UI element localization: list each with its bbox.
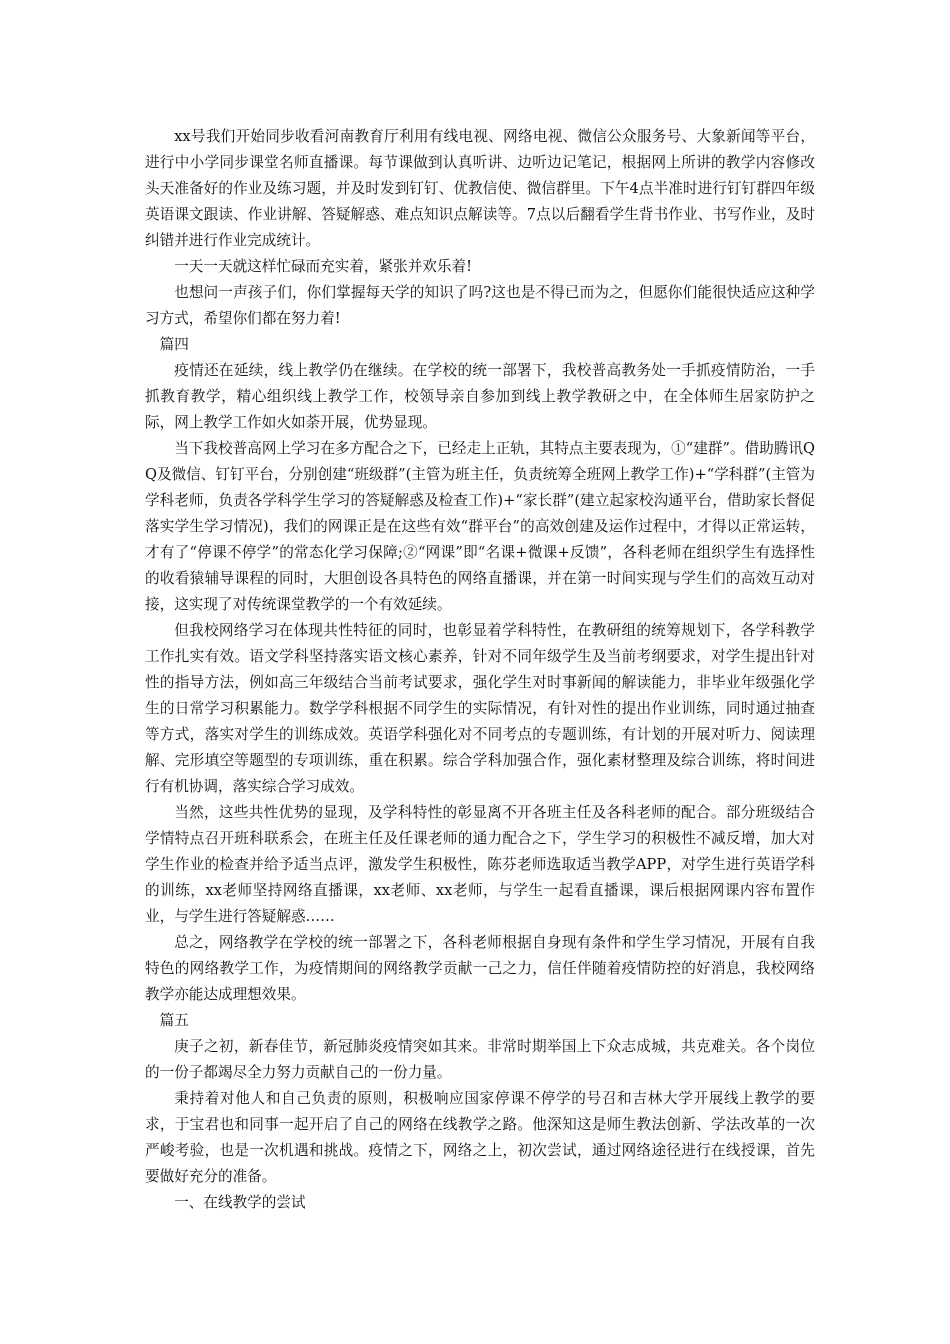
paragraph-9: 总之，网络教学在学校的统一部署之下，各科老师根据自身现有条件和学生学习情况，开展有自我特色的网络教学工作，为疫情期间的网络教学贡献一己之力，信任伴随着疫情防控的好消息，我校网络教学亦能达成理想效果。 — [145, 934, 815, 1003]
paragraph-1: xx号我们开始同步收看河南教育厅利用有线电视、网络电视、微信公众服务号、大象新闻等平台，进行中小学同步课堂名师直播课。每节课做到认真听讲、边听边记笔记，根据网上所讲的教学内容修改头天准备好的作业及练习题，并及时发到钉钉、优教信使、微信群里。下午4点半准时进行钉钉群四年级英语课文跟读、作业讲解、答疑解惑、难点知识点解读等。7点以后翻看学生背书作业、书写作业，及时纠错并进行作业完成统计。 — [145, 128, 815, 249]
section-heading-5: 篇五 — [159, 1012, 189, 1029]
paragraph-5: 疫情还在延续，线上教学仍在继续。在学校的统一部署下，我校普高教务处一手抓疫情防治，一手抓教育教学，精心组织线上教学工作，校领导亲自参加到线上教学教研之中，在全体师生居家防护之际，网上教学工作如火如荼开展，优势显现。 — [145, 362, 815, 431]
document-page — [145, 124, 815, 1216]
paragraph-8: 当然，这些共性优势的显现，及学科特性的彰显离不开各班主任及各科老师的配合。部分班级结合学情特点召开班科联系会，在班主任及任课老师的通力配合之下，学生学习的积极性不减反增，加大对学生作业的检查并给予适当点评，激发学生积极性，陈芬老师选取适当教学APP，对学生进行英语学科的训练，xx老师坚持网络直播课，xx老师、xx老师，与学生一起看直播课，课后根据网课内容布置作业，与学生进行答疑解惑…… — [145, 804, 815, 925]
paragraph-3: 也想问一声孩子们，你们掌握每天学的知识了吗?这也是不得已而为之，但愿你们能很快适应这种学习方式，希望你们都在努力着! — [145, 284, 815, 327]
paragraph-7: 但我校网络学习在体现共性特征的同时，也彰显着学科特性，在教研组的统筹规划下，各学科教学工作扎实有效。语文学科坚持落实语文核心素养，针对不同年级学生及当前考纲要求，对学生提出针对性的指导方法，例如高三年级结合当前考试要求，强化学生对时事新闻的解读能力，非毕业年级强化学生的日常学习积累能力。数学学科根据不同学生的实际情况，有针对性的提出作业训练，同时通过抽查等方式，落实对学生的训练成效。英语学科强化对不同考点的专题训练，有计划的开展对听力、阅读理解、完形填空等题型的专项训练，重在积累。综合学科加强合作，强化素材整理及综合训练，将时间进行有机协调，落实综合学习成效。 — [145, 622, 815, 795]
section-heading-4: 篇四 — [159, 336, 189, 353]
paragraph-2: 一天一天就这样忙碌而充实着，紧张并欢乐着! — [174, 258, 472, 275]
paragraph-11: 庚子之初，新春佳节，新冠肺炎疫情突如其来。非常时期举国上下众志成城，共克难关。各个岗位的一份子都竭尽全力努力贡献自己的一份力量。 — [145, 1038, 815, 1081]
paragraph-13: 一、在线教学的尝试 — [174, 1194, 306, 1211]
paragraph-12: 秉持着对他人和自己负责的原则，积极响应国家停课不停学的号召和吉林大学开展线上教学的要求，于宝君也和同事一起开启了自己的网络在线教学之路。他深知这是师生教法创新、学法改革的一次严峻考验，也是一次机遇和挑战。疫情之下，网络之上，初次尝试，通过网络途径进行在线授课，首先要做好充分的准备。 — [145, 1090, 815, 1185]
paragraph-6: 当下我校普高网上学习在多方配合之下，已经走上正轨，其特点主要表现为，①“建群”。借助腾讯QQ及微信、钉钉平台，分别创建“班级群”(主管为班主任，负责统筹全班网上教学工作)+“学科群”(主管为学科老师，负责各学科学生学习的答疑解惑及检查工作)+“家长群”(建立起家校沟通平台，借助家长督促落实学生学习情况)，我们的网课正是在这些有效“群平台”的高效创建及运作过程中，才得以正常运转，才有了“停课不停学”的常态化学习保障;②“网课”即“名课+微课+反馈”，各科老师在组织学生有选择性的收看猿辅导课程的同时，大胆创设各具特色的网络直播课，并在第一时间实现与学生们的高效互动对接，这实现了对传统课堂教学的一个有效延续。 — [145, 440, 815, 613]
